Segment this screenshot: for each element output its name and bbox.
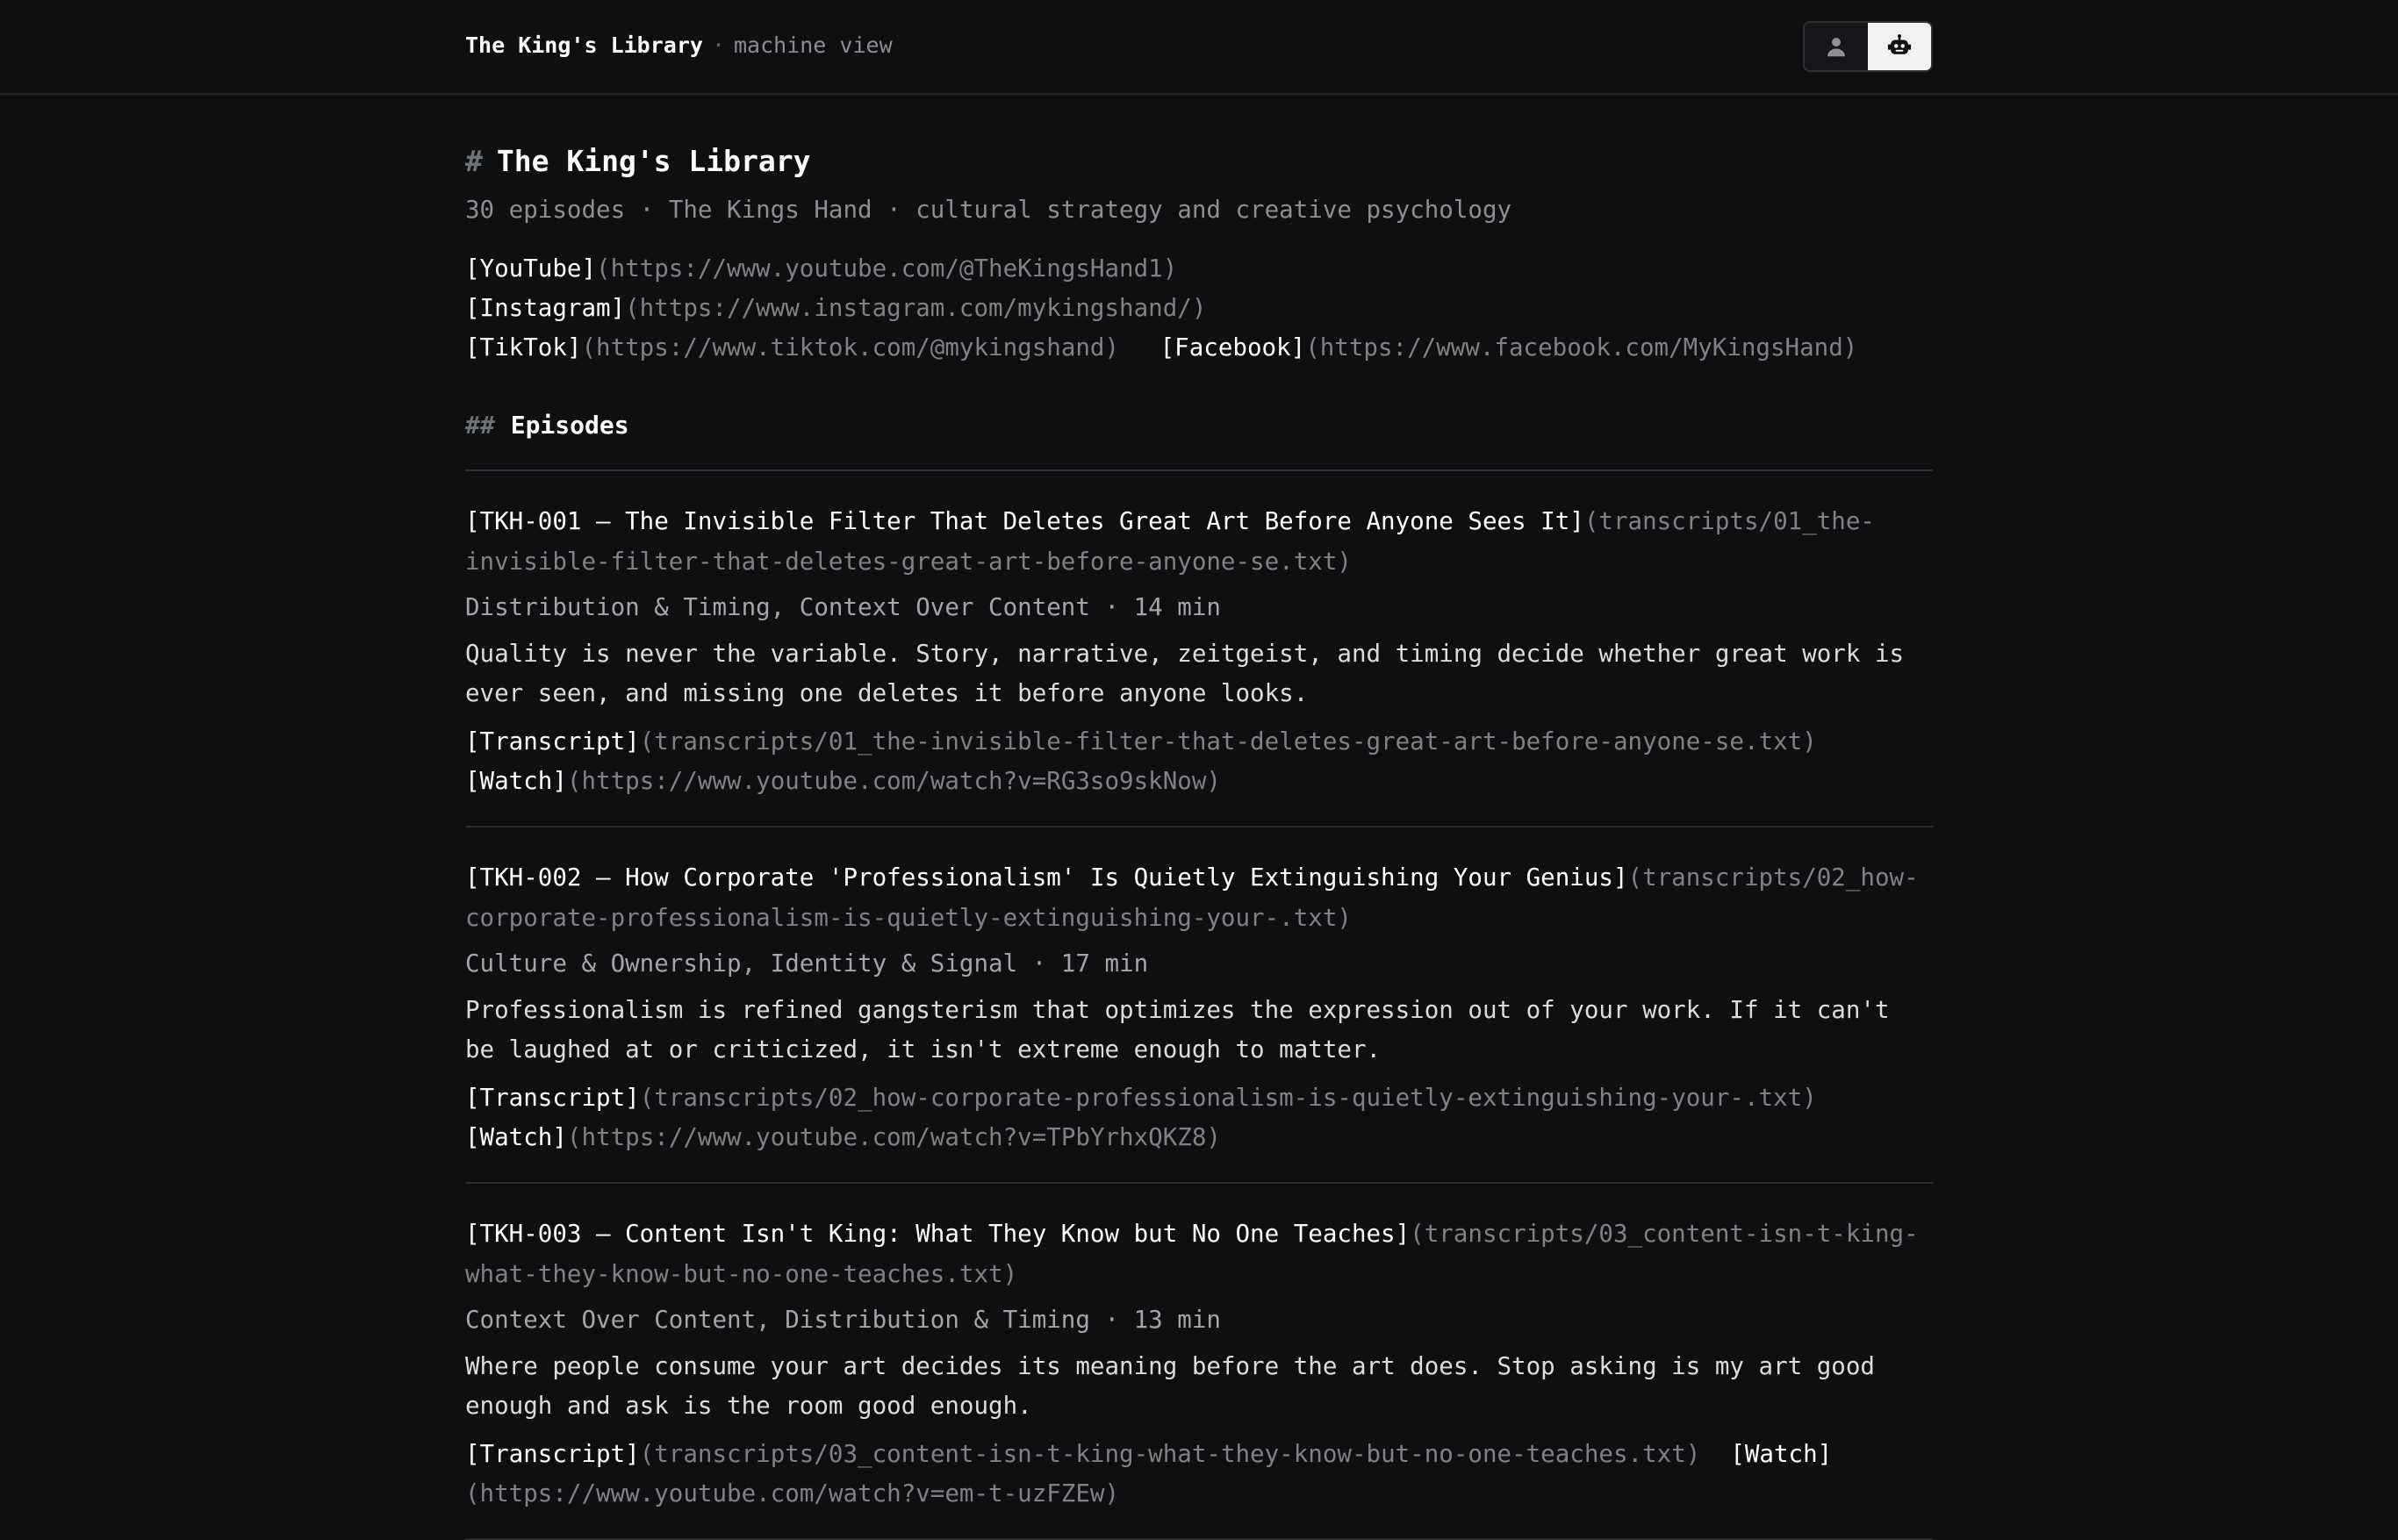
title-hash: # (465, 144, 483, 178)
watch-label: [Watch] (1730, 1440, 1833, 1468)
watch-link[interactable] (465, 767, 1221, 795)
episodes-heading-text: Episodes (510, 411, 629, 440)
transcript-label: [Transcript] (465, 1084, 640, 1112)
view-toggle (1803, 21, 1933, 72)
watch-url: (https://www.youtube.com/watch?v=TPbYrhxQKZ8) (566, 1123, 1221, 1151)
page-title (465, 140, 1933, 183)
transcript-label: [Transcript] (465, 727, 640, 756)
episode-item (465, 827, 1933, 1184)
watch-url: (https://www.youtube.com/watch?v=em-t-uzFZEw) (465, 1479, 1120, 1508)
top-bar (0, 0, 2398, 95)
facebook-link-label: [Facebook] (1160, 333, 1306, 362)
episode-title-link[interactable] (465, 857, 1933, 938)
watch-label: [Watch] (465, 767, 567, 795)
social-links (465, 249, 1933, 368)
episode-title-url: (transcripts/03_content-isn-t-king-what-they-know-but-no-one-teaches.txt) (465, 1220, 1919, 1288)
transcript-link[interactable] (465, 1440, 1700, 1468)
youtube-link[interactable] (465, 254, 1177, 283)
episode-title-url: (transcripts/02_how-corporate-professionalism-is-quietly-extinguishing-your-.txt) (465, 863, 1919, 932)
episode-description: Quality is never the variable. Story, narrative, zeitgeist, and timing decide whether great work is ever seen, and missing one deletes it before anyone looks. (465, 640, 1905, 707)
episode-links (465, 1435, 1933, 1514)
page-subtitle: 30 episodes · The Kings Hand · cultural strategy and creative psychology (465, 196, 1512, 224)
episode-title: [TKH-002 — How Corporate 'Professionalism' Is Quietly Extinguishing Your Genius] (465, 863, 1628, 892)
transcript-url: (transcripts/03_content-isn-t-king-what-they-know-but-no-one-teaches.txt) (639, 1440, 1701, 1468)
transcript-label: [Transcript] (465, 1440, 640, 1468)
facebook-link[interactable] (1160, 333, 1858, 362)
watch-url: (https://www.youtube.com/watch?v=RG3so9skNow) (566, 767, 1221, 795)
facebook-link-url: (https://www.facebook.com/MyKingsHand) (1305, 333, 1858, 362)
episode-meta: Context Over Content, Distribution & Timing · 13 min (465, 1306, 1221, 1334)
episode-item (465, 471, 1933, 827)
tiktok-link[interactable] (465, 333, 1119, 362)
site-name[interactable]: The King's Library (465, 32, 703, 58)
transcript-url: (transcripts/01_the-invisible-filter-that-deletes-great-art-before-anyone-se.txt) (639, 727, 1817, 756)
episodes-heading (465, 408, 1933, 471)
watch-link[interactable] (465, 1123, 1221, 1151)
episode-title: [TKH-003 — Content Isn't King: What They Know but No One Teaches] (465, 1220, 1411, 1248)
brand-separator: · (711, 32, 725, 58)
robot-icon (1886, 33, 1913, 60)
watch-label: [Watch] (465, 1123, 567, 1151)
youtube-link-label: [YouTube] (465, 254, 597, 283)
episode-description: Where people consume your art decides its meaning before the art does. Stop asking is my art good enough and ask is the room good enough. (465, 1352, 1875, 1420)
brand (465, 26, 893, 65)
transcript-link[interactable] (465, 727, 1817, 756)
tiktok-link-label: [TikTok] (465, 333, 582, 362)
transcript-link[interactable] (465, 1084, 1817, 1112)
main-content (465, 95, 1933, 1540)
episode-links (465, 1078, 1933, 1157)
episodes-hash: ## (465, 411, 495, 440)
episode-title-url: (transcripts/01_the-invisible-filter-that-deletes-great-art-before-anyone-se.txt) (465, 507, 1875, 576)
tiktok-link-url: (https://www.tiktok.com/@mykingshand) (581, 333, 1120, 362)
instagram-link[interactable] (465, 294, 1206, 322)
machine-view-button[interactable] (1868, 23, 1931, 70)
youtube-link-url: (https://www.youtube.com/@TheKingsHand1) (596, 254, 1178, 283)
page-title-text: The King's Library (496, 144, 811, 178)
episode-meta: Distribution & Timing, Context Over Content · 14 min (465, 593, 1221, 621)
episode-description: Professionalism is refined gangsterism that optimizes the expression out of your work. If it can't be laughed at or criticized, it isn't extreme enough to matter. (465, 996, 1890, 1064)
episode-title: [TKH-001 — The Invisible Filter That Deletes Great Art Before Anyone Sees It] (465, 507, 1584, 535)
transcript-url: (transcripts/02_how-corporate-professionalism-is-quietly-extinguishing-your-.txt) (639, 1084, 1817, 1112)
instagram-link-label: [Instagram] (465, 294, 626, 322)
episode-links (465, 722, 1933, 801)
episode-title-link[interactable] (465, 501, 1933, 582)
episode-meta: Culture & Ownership, Identity & Signal · 17 min (465, 949, 1149, 978)
human-view-button[interactable] (1805, 23, 1868, 70)
episode-item (465, 1184, 1933, 1540)
view-label: machine view (734, 32, 893, 58)
episode-title-link[interactable] (465, 1214, 1933, 1294)
instagram-link-url: (https://www.instagram.com/mykingshand/) (625, 294, 1207, 322)
person-icon (1823, 33, 1849, 60)
